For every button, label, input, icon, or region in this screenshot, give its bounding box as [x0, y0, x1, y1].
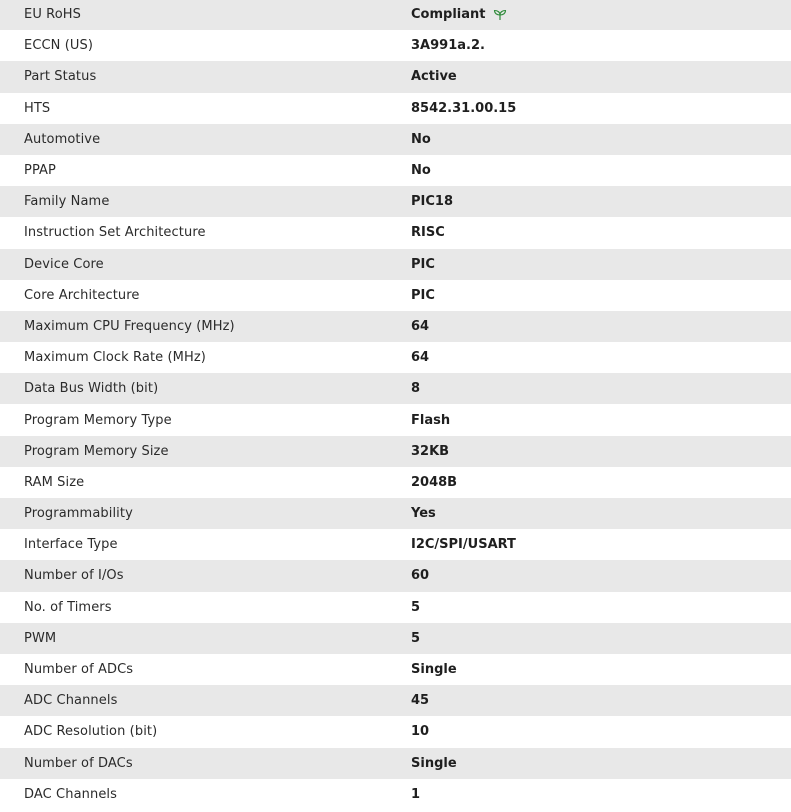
- spec-value-text: 5: [411, 599, 421, 615]
- spec-label: Device Core: [24, 256, 104, 272]
- spec-row: [0, 61, 791, 92]
- spec-row: [0, 280, 791, 311]
- spec-row: [0, 592, 791, 623]
- spec-value: [411, 69, 791, 84]
- spec-row: [0, 155, 791, 186]
- spec-value-text: PIC: [411, 256, 435, 272]
- spec-value-text: PIC18: [411, 194, 453, 210]
- spec-value: [411, 787, 791, 802]
- spec-row: [0, 436, 791, 467]
- spec-row: [0, 30, 791, 61]
- spec-value-text: 5: [411, 630, 421, 646]
- spec-label: RAM Size: [24, 474, 85, 490]
- spec-value-text: Yes: [411, 506, 436, 522]
- spec-label: Maximum Clock Rate (MHz): [24, 350, 206, 366]
- spec-row: [0, 124, 791, 155]
- spec-value: [411, 7, 791, 22]
- spec-label: Program Memory Size: [24, 443, 169, 459]
- spec-row: [0, 467, 791, 498]
- spec-value-text: 8: [411, 381, 421, 397]
- spec-label: EU RoHS: [24, 7, 81, 23]
- spec-value-text: PIC: [411, 287, 435, 303]
- spec-value-text: Single: [411, 755, 457, 771]
- spec-value: [411, 506, 791, 521]
- spec-value: [411, 163, 791, 178]
- spec-value: [411, 756, 791, 771]
- spec-value: [411, 225, 791, 240]
- spec-label: ADC Resolution (bit): [24, 724, 158, 740]
- spec-value: [411, 568, 791, 583]
- spec-row: [0, 498, 791, 529]
- spec-value-text: 32KB: [411, 443, 450, 459]
- spec-label: Maximum CPU Frequency (MHz): [24, 318, 235, 334]
- spec-value-text: 3A991a.2.: [411, 38, 485, 54]
- spec-value-text: 64: [411, 318, 430, 334]
- spec-row: [0, 748, 791, 779]
- spec-label: Data Bus Width (bit): [24, 381, 159, 397]
- spec-label: Interface Type: [24, 537, 118, 553]
- spec-value-text: Active: [411, 69, 457, 85]
- spec-value-text: 1: [411, 786, 421, 802]
- spec-row: [0, 249, 791, 280]
- spec-label: No. of Timers: [24, 599, 112, 615]
- spec-value: [411, 381, 791, 396]
- spec-row: [0, 217, 791, 248]
- spec-label: Part Status: [24, 69, 97, 85]
- spec-value-text: 2048B: [411, 474, 458, 490]
- spec-label: Number of I/Os: [24, 568, 124, 584]
- spec-value-text: 64: [411, 350, 430, 366]
- spec-value-text: 8542.31.00.15: [411, 100, 517, 116]
- spec-value-text: 60: [411, 568, 430, 584]
- spec-value: [411, 413, 791, 428]
- spec-value: [411, 475, 791, 490]
- spec-label: ECCN (US): [24, 38, 94, 54]
- spec-label: Core Architecture: [24, 287, 140, 303]
- spec-row: [0, 716, 791, 747]
- spec-value-text: 10: [411, 724, 430, 740]
- spec-row: [0, 560, 791, 591]
- spec-row: [0, 529, 791, 560]
- spec-label: Number of ADCs: [24, 662, 134, 678]
- spec-row: [0, 186, 791, 217]
- spec-value: [411, 693, 791, 708]
- spec-value-text: I2C/SPI/USART: [411, 537, 516, 553]
- spec-value: [411, 257, 791, 272]
- spec-row: [0, 623, 791, 654]
- spec-value-text: No: [411, 163, 431, 179]
- spec-row: [0, 404, 791, 435]
- spec-label: PWM: [24, 630, 57, 646]
- leaf-icon: [493, 9, 507, 21]
- spec-label: Instruction Set Architecture: [24, 225, 206, 241]
- spec-value: [411, 38, 791, 53]
- spec-label: Number of DACs: [24, 755, 133, 771]
- spec-label: Program Memory Type: [24, 412, 172, 428]
- spec-label: HTS: [24, 100, 51, 116]
- spec-row: [0, 0, 791, 30]
- spec-row: [0, 311, 791, 342]
- spec-value: [411, 631, 791, 646]
- spec-value-text: Single: [411, 662, 457, 678]
- spec-label: ADC Channels: [24, 693, 118, 709]
- spec-value-text: Compliant: [411, 7, 486, 23]
- spec-row: [0, 342, 791, 373]
- spec-row: [0, 779, 791, 810]
- spec-value: [411, 101, 791, 116]
- spec-value: [411, 350, 791, 365]
- spec-label: DAC Channels: [24, 786, 117, 802]
- spec-value-text: RISC: [411, 225, 445, 241]
- spec-row: [0, 685, 791, 716]
- spec-row: [0, 373, 791, 404]
- spec-value: [411, 662, 791, 677]
- spec-label: PPAP: [24, 163, 56, 179]
- spec-value-text: No: [411, 131, 431, 147]
- spec-value-text: 45: [411, 693, 430, 709]
- spec-label: Automotive: [24, 131, 101, 147]
- spec-value: [411, 319, 791, 334]
- spec-label: Family Name: [24, 194, 110, 210]
- spec-label: Programmability: [24, 506, 133, 522]
- spec-row: [0, 93, 791, 124]
- spec-value: [411, 288, 791, 303]
- spec-value-text: Flash: [411, 412, 451, 428]
- spec-value: [411, 724, 791, 739]
- spec-value: [411, 194, 791, 209]
- spec-row: [0, 654, 791, 685]
- spec-value: [411, 537, 791, 552]
- spec-value: [411, 444, 791, 459]
- spec-value: [411, 132, 791, 147]
- spec-value: [411, 600, 791, 615]
